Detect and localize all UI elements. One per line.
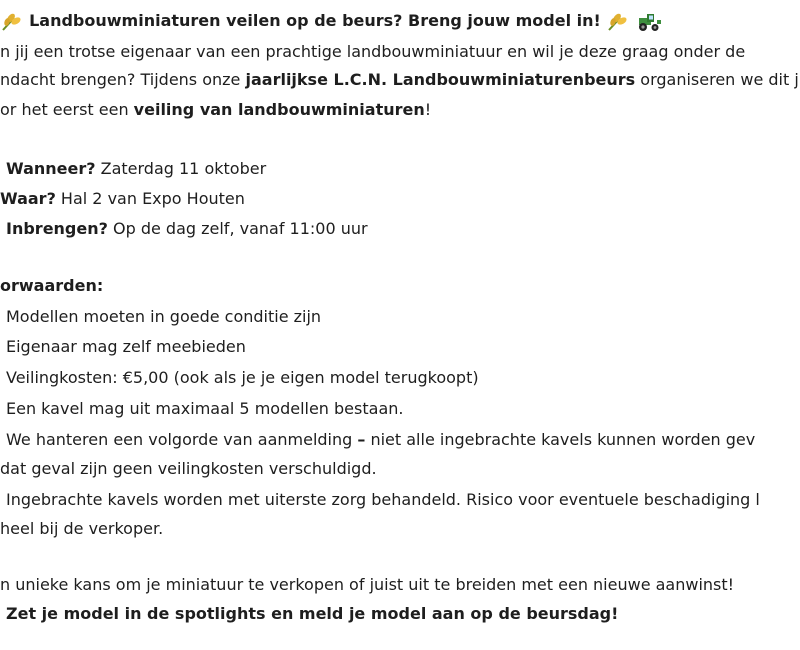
detail-when: Wanneer? Zaterdag 11 oktober (6, 159, 267, 178)
condition-item: Veilingkosten: €5,00 (ook als je je eigen model terugkoopt) (6, 368, 479, 387)
condition-item: Modellen moeten in goede conditie zijn (6, 307, 322, 326)
tractor-icon (635, 12, 663, 32)
title-line (0, 10, 663, 32)
intro-line-1: n jij een trotse eigenaar van een prachtige landbouwminiatuur en wil je deze graag onder de (0, 42, 746, 61)
intro-line-3: or het eerst een veiling van landbouwminiaturen! (0, 100, 432, 119)
detail-bring: Inbrengen? Op de dag zelf, vanaf 11:00 uur (6, 219, 368, 238)
condition-item: We hanteren een volgorde van aanmelding – niet alle ingebrachte kavels kunnen worden gev (6, 430, 756, 449)
condition-item-continuation: heel bij de verkoper. (0, 519, 164, 538)
wheat-icon (606, 12, 630, 32)
condition-item-continuation: dat geval zijn geen veilingkosten verschuldigd. (0, 459, 377, 478)
closing-line: n unieke kans om je miniatuur te verkopen of juist uit te breiden met een nieuwe aanwinst! (0, 575, 735, 594)
title-text: Landbouwminiaturen veilen op de beurs? Breng jouw model in! (29, 11, 601, 30)
intro-line-2: ndacht brengen? Tijdens onze jaarlijkse L.C.N. Landbouwminiaturenbeurs organiseren we dit j (0, 70, 799, 89)
conditions-heading: orwaarden: (0, 276, 104, 295)
wheat-icon (0, 12, 24, 32)
condition-item: Een kavel mag uit maximaal 5 modellen bestaan. (6, 399, 404, 418)
detail-where: Waar? Hal 2 van Expo Houten (0, 189, 245, 208)
closing-cta: Zet je model in de spotlights en meld je model aan op de beursdag! (6, 604, 619, 623)
condition-item: Ingebrachte kavels worden met uiterste zorg behandeld. Risico voor eventuele beschadiging l (6, 490, 760, 509)
condition-item: Eigenaar mag zelf meebieden (6, 337, 246, 356)
